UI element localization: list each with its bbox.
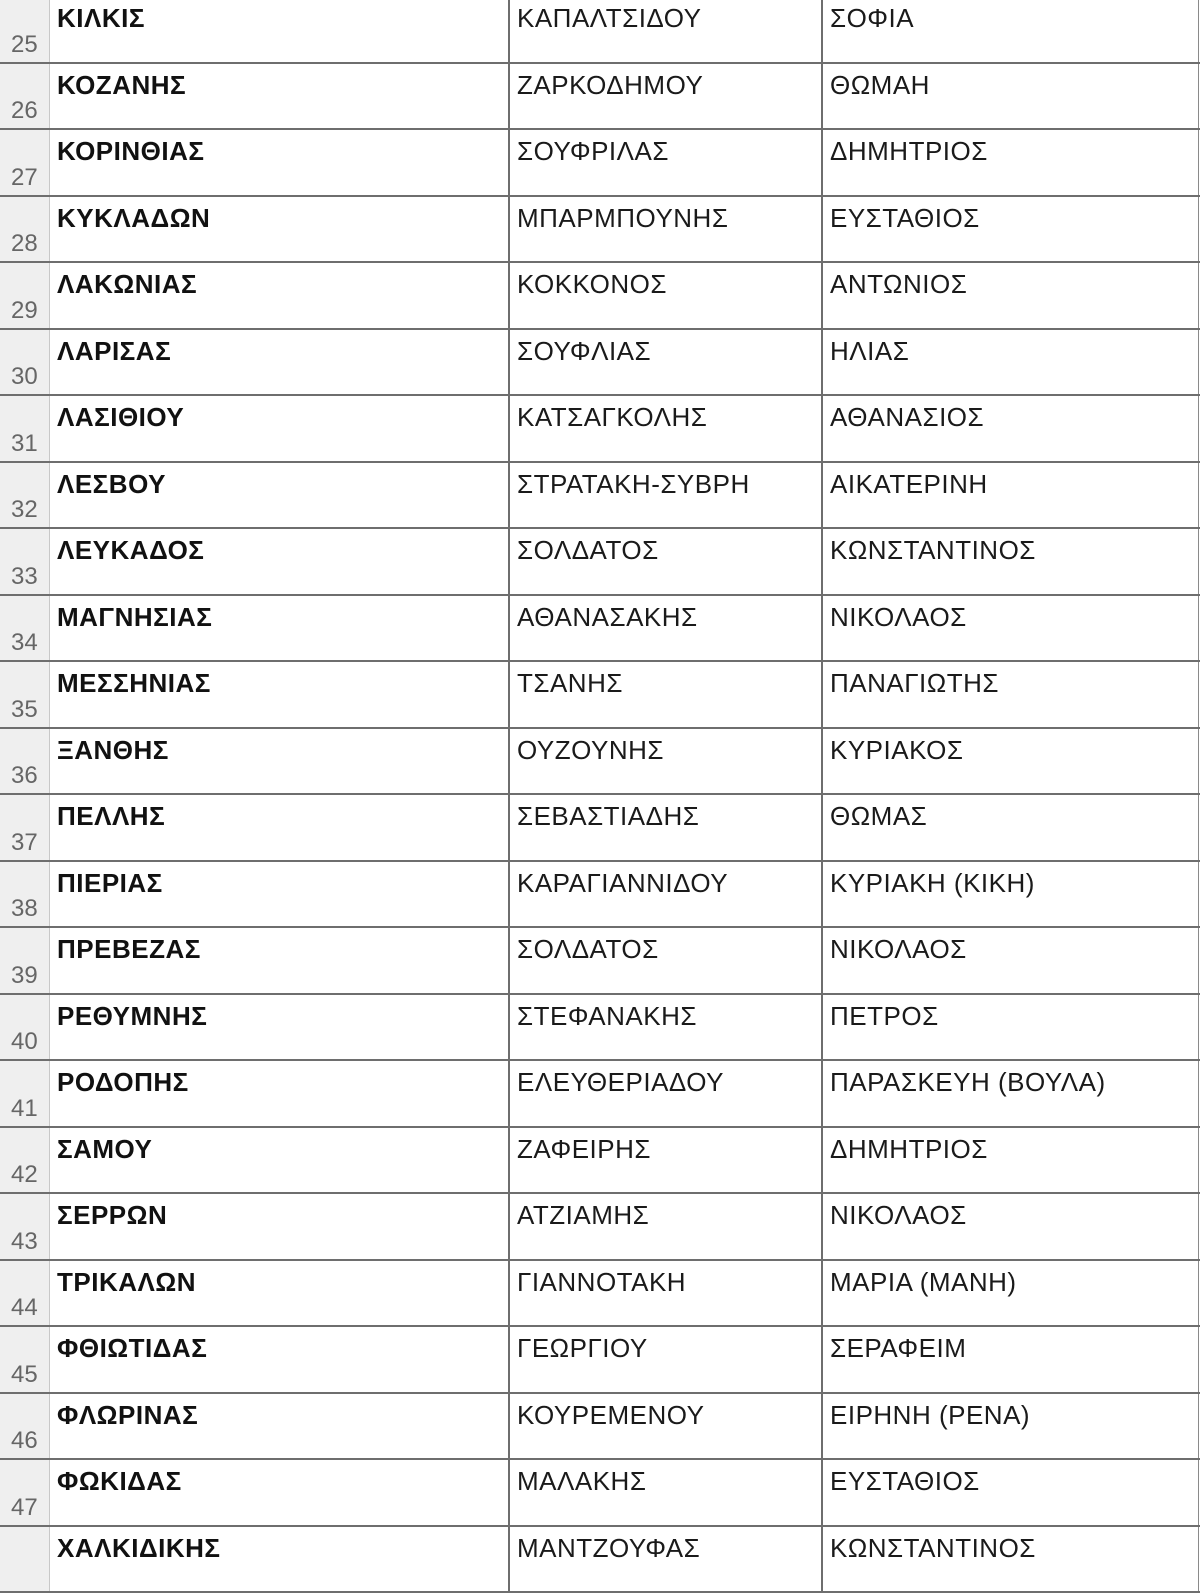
table-row bbox=[0, 662, 1200, 729]
first-name-cell[interactable]: ΚΥΡΙΑΚΗ (ΚΙΚΗ) bbox=[823, 862, 1199, 927]
region-cell[interactable]: ΚΥΚΛΑΔΩΝ bbox=[50, 197, 510, 262]
row-number: 33 bbox=[11, 562, 38, 590]
table-row bbox=[0, 263, 1200, 330]
table-row bbox=[0, 596, 1200, 663]
region-cell[interactable]: ΦΛΩΡΙΝΑΣ bbox=[50, 1394, 510, 1459]
region-cell[interactable]: ΜΑΓΝΗΣΙΑΣ bbox=[50, 596, 510, 661]
row-number-header[interactable] bbox=[0, 795, 50, 860]
first-name-cell[interactable]: ΝΙΚΟΛΑΟΣ bbox=[823, 1194, 1199, 1259]
row-number-header[interactable] bbox=[0, 596, 50, 661]
table-row bbox=[0, 862, 1200, 929]
row-number: 41 bbox=[11, 1094, 38, 1122]
table-row bbox=[0, 130, 1200, 197]
row-number-header[interactable] bbox=[0, 463, 50, 528]
row-number-header[interactable] bbox=[0, 0, 50, 62]
region-cell[interactable]: ΛΑΚΩΝΙΑΣ bbox=[50, 263, 510, 328]
first-name-cell[interactable]: ΝΙΚΟΛΑΟΣ bbox=[823, 596, 1199, 661]
row-number-header[interactable] bbox=[0, 1128, 50, 1193]
surname-cell[interactable]: ΓΙΑΝΝΟΤΑΚΗ bbox=[510, 1261, 823, 1326]
row-number: 47 bbox=[11, 1493, 38, 1521]
table-row bbox=[0, 396, 1200, 463]
first-name-cell[interactable]: ΠΑΝΑΓΙΩΤΗΣ bbox=[823, 662, 1199, 727]
surname-cell[interactable]: ΜΠΑΡΜΠΟΥΝΗΣ bbox=[510, 197, 823, 262]
region-cell[interactable]: ΡΕΘΥΜΝΗΣ bbox=[50, 995, 510, 1060]
surname-cell[interactable]: ΤΣΑΝΗΣ bbox=[510, 662, 823, 727]
first-name-cell[interactable]: ΕΥΣΤΑΘΙΟΣ bbox=[823, 197, 1199, 262]
surname-cell[interactable]: ΚΑΤΣΑΓΚΟΛΗΣ bbox=[510, 396, 823, 461]
surname-cell[interactable]: ΣΟΛΔΑΤΟΣ bbox=[510, 928, 823, 993]
row-number-header[interactable] bbox=[0, 1261, 50, 1326]
surname-cell[interactable]: ΣΤΡΑΤΑΚΗ-ΣΥΒΡΗ bbox=[510, 463, 823, 528]
region-cell[interactable]: ΛΑΣΙΘΙΟΥ bbox=[50, 396, 510, 461]
region-cell[interactable]: ΦΩΚΙΔΑΣ bbox=[50, 1460, 510, 1525]
table-row bbox=[0, 463, 1200, 530]
surname-cell[interactable]: ΟΥΖΟΥΝΗΣ bbox=[510, 729, 823, 794]
first-name-cell[interactable]: ΔΗΜΗΤΡΙΟΣ bbox=[823, 1128, 1199, 1193]
row-number-header[interactable] bbox=[0, 529, 50, 594]
surname-cell[interactable]: ΕΛΕΥΘΕΡΙΑΔΟΥ bbox=[510, 1061, 823, 1126]
table-row bbox=[0, 1128, 1200, 1195]
surname-cell[interactable]: ΖΑΦΕΙΡΗΣ bbox=[510, 1128, 823, 1193]
table-row bbox=[0, 529, 1200, 596]
first-name-cell[interactable]: ΝΙΚΟΛΑΟΣ bbox=[823, 928, 1199, 993]
table-row bbox=[0, 1194, 1200, 1261]
row-number: 42 bbox=[11, 1161, 38, 1188]
first-name-cell[interactable]: ΣΕΡΑΦΕΙΜ bbox=[823, 1327, 1199, 1392]
surname-cell[interactable]: ΚΑΡΑΓΙΑΝΝΙΔΟΥ bbox=[510, 862, 823, 927]
first-name-cell[interactable]: ΣΟΦΙΑ bbox=[823, 0, 1199, 62]
row-number-header[interactable] bbox=[0, 662, 50, 727]
surname-cell[interactable]: ΜΑΝΤΖΟΥΦΑΣ bbox=[510, 1527, 823, 1592]
row-number-header[interactable] bbox=[0, 995, 50, 1060]
row-number: 39 bbox=[11, 961, 38, 989]
surname-cell[interactable]: ΖΑΡΚΟΔΗΜΟΥ bbox=[510, 64, 823, 129]
row-number-header[interactable] bbox=[0, 396, 50, 461]
first-name-cell[interactable]: ΘΩΜΑΗ bbox=[823, 64, 1199, 129]
first-name-cell[interactable]: ΘΩΜΑΣ bbox=[823, 795, 1199, 860]
row-number-header[interactable] bbox=[0, 64, 50, 129]
first-name-cell[interactable]: ΕΙΡΗΝΗ (ΡΕΝΑ) bbox=[823, 1394, 1199, 1459]
first-name-cell[interactable]: ΚΩΝΣΤΑΝΤΙΝΟΣ bbox=[823, 1527, 1199, 1592]
region-cell[interactable]: ΧΑΛΚΙΔΙΚΗΣ bbox=[50, 1527, 510, 1592]
row-number: 25 bbox=[11, 30, 38, 58]
row-number: 34 bbox=[11, 629, 38, 656]
row-number: 30 bbox=[11, 363, 38, 390]
row-number: 36 bbox=[11, 762, 38, 789]
region-cell[interactable]: ΛΕΥΚΑΔΟΣ bbox=[50, 529, 510, 594]
first-name-cell[interactable]: ΚΥΡΙΑΚΟΣ bbox=[823, 729, 1199, 794]
row-number: 43 bbox=[11, 1227, 38, 1255]
region-cell[interactable]: ΚΙΛΚΙΣ bbox=[50, 0, 510, 62]
row-number: 26 bbox=[11, 97, 38, 124]
first-name-cell[interactable]: ΚΩΝΣΤΑΝΤΙΝΟΣ bbox=[823, 529, 1199, 594]
row-number: 27 bbox=[11, 163, 38, 191]
surname-cell[interactable]: ΣΤΕΦΑΝΑΚΗΣ bbox=[510, 995, 823, 1060]
surname-cell[interactable]: ΣΟΛΔΑΤΟΣ bbox=[510, 529, 823, 594]
region-cell[interactable]: ΠΕΛΛΗΣ bbox=[50, 795, 510, 860]
region-cell[interactable]: ΞΑΝΘΗΣ bbox=[50, 729, 510, 794]
region-cell[interactable]: ΣΕΡΡΩΝ bbox=[50, 1194, 510, 1259]
region-cell[interactable]: ΜΕΣΣΗΝΙΑΣ bbox=[50, 662, 510, 727]
row-number: 38 bbox=[11, 895, 38, 922]
row-number: 32 bbox=[11, 496, 38, 523]
row-number: 44 bbox=[11, 1294, 38, 1321]
surname-cell[interactable]: ΣΟΥΦΛΙΑΣ bbox=[510, 330, 823, 395]
table-row bbox=[0, 1394, 1200, 1461]
region-cell[interactable]: ΤΡΙΚΑΛΩΝ bbox=[50, 1261, 510, 1326]
first-name-cell[interactable]: ΗΛΙΑΣ bbox=[823, 330, 1199, 395]
surname-cell[interactable]: ΚΟΚΚΟΝΟΣ bbox=[510, 263, 823, 328]
table-row bbox=[0, 1527, 1200, 1594]
table-row bbox=[0, 1061, 1200, 1128]
first-name-cell[interactable]: ΜΑΡΙΑ (ΜΑΝΗ) bbox=[823, 1261, 1199, 1326]
region-cell[interactable]: ΡΟΔΟΠΗΣ bbox=[50, 1061, 510, 1126]
row-number: 31 bbox=[11, 429, 38, 457]
row-number-header[interactable] bbox=[0, 928, 50, 993]
first-name-cell[interactable]: ΑΝΤΩΝΙΟΣ bbox=[823, 263, 1199, 328]
table-row bbox=[0, 1327, 1200, 1394]
region-cell[interactable]: ΠΡΕΒΕΖΑΣ bbox=[50, 928, 510, 993]
row-number: 37 bbox=[11, 828, 38, 856]
region-cell[interactable]: ΣΑΜΟΥ bbox=[50, 1128, 510, 1193]
first-name-cell[interactable]: ΑΙΚΑΤΕΡΙΝΗ bbox=[823, 463, 1199, 528]
table-row bbox=[0, 795, 1200, 862]
surname-cell[interactable]: ΑΘΑΝΑΣΑΚΗΣ bbox=[510, 596, 823, 661]
table-row bbox=[0, 995, 1200, 1062]
first-name-cell[interactable]: ΠΑΡΑΣΚΕΥΗ (ΒΟΥΛΑ) bbox=[823, 1061, 1199, 1126]
row-number: 45 bbox=[11, 1360, 38, 1388]
surname-cell[interactable]: ΚΟΥΡΕΜΕΝΟΥ bbox=[510, 1394, 823, 1459]
region-cell[interactable]: ΛΑΡΙΣΑΣ bbox=[50, 330, 510, 395]
row-number: 46 bbox=[11, 1427, 38, 1454]
row-number-header[interactable] bbox=[0, 330, 50, 395]
table-row bbox=[0, 330, 1200, 397]
surname-cell[interactable]: ΜΑΛΑΚΗΣ bbox=[510, 1460, 823, 1525]
surname-cell[interactable]: ΑΤΖΙΑΜΗΣ bbox=[510, 1194, 823, 1259]
region-cell[interactable]: ΦΘΙΩΤΙΔΑΣ bbox=[50, 1327, 510, 1392]
first-name-cell[interactable]: ΕΥΣΤΑΘΙΟΣ bbox=[823, 1460, 1199, 1525]
row-number: 28 bbox=[11, 230, 38, 257]
table-row bbox=[0, 928, 1200, 995]
region-cell[interactable]: ΛΕΣΒΟΥ bbox=[50, 463, 510, 528]
first-name-cell[interactable]: ΠΕΤΡΟΣ bbox=[823, 995, 1199, 1060]
surname-cell[interactable]: ΚΑΠΑΛΤΣΙΔΟΥ bbox=[510, 0, 823, 62]
row-number: 29 bbox=[11, 296, 38, 324]
row-number-header[interactable] bbox=[0, 862, 50, 927]
surname-cell[interactable]: ΣΟΥΦΡΙΛΑΣ bbox=[510, 130, 823, 195]
table-row bbox=[0, 64, 1200, 131]
row-number: 40 bbox=[11, 1028, 38, 1055]
row-number-header[interactable] bbox=[0, 197, 50, 262]
row-number-header[interactable] bbox=[0, 1527, 50, 1592]
table-row bbox=[0, 1261, 1200, 1328]
first-name-cell[interactable]: ΑΘΑΝΑΣΙΟΣ bbox=[823, 396, 1199, 461]
row-number: 35 bbox=[11, 695, 38, 723]
table-row bbox=[0, 1460, 1200, 1527]
row-number-header[interactable] bbox=[0, 1327, 50, 1392]
first-name-cell[interactable]: ΔΗΜΗΤΡΙΟΣ bbox=[823, 130, 1199, 195]
region-cell[interactable]: ΚΟΖΑΝΗΣ bbox=[50, 64, 510, 129]
row-number-header[interactable] bbox=[0, 263, 50, 328]
row-number-header[interactable] bbox=[0, 130, 50, 195]
row-number-header[interactable] bbox=[0, 1194, 50, 1259]
row-number-header[interactable] bbox=[0, 1460, 50, 1525]
surname-cell[interactable]: ΓΕΩΡΓΙΟΥ bbox=[510, 1327, 823, 1392]
region-cell[interactable]: ΚΟΡΙΝΘΙΑΣ bbox=[50, 130, 510, 195]
region-cell[interactable]: ΠΙΕΡΙΑΣ bbox=[50, 862, 510, 927]
surname-cell[interactable]: ΣΕΒΑΣΤΙΑΔΗΣ bbox=[510, 795, 823, 860]
table-row bbox=[0, 729, 1200, 796]
table-row bbox=[0, 197, 1200, 264]
table-row bbox=[0, 0, 1200, 64]
row-number-header[interactable] bbox=[0, 1394, 50, 1459]
row-number-header[interactable] bbox=[0, 1061, 50, 1126]
row-number-header[interactable] bbox=[0, 729, 50, 794]
